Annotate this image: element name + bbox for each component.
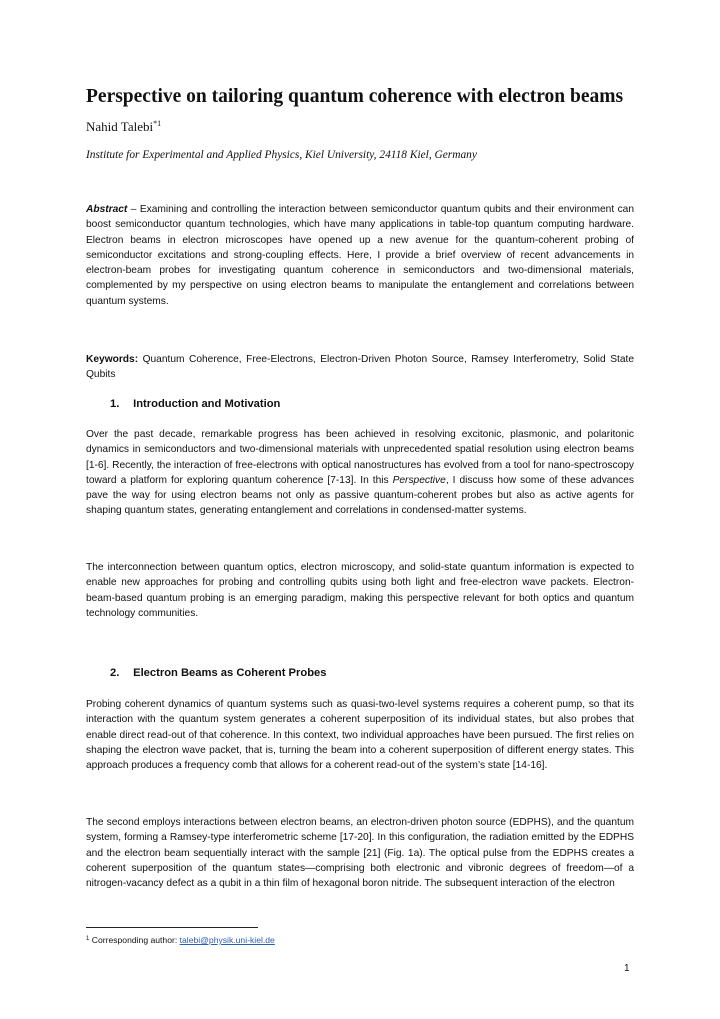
section-number: 2. [110, 667, 120, 679]
section-title: Electron Beams as Coherent Probes [133, 667, 327, 679]
section-heading-introduction [110, 398, 280, 410]
footnote-label: Corresponding author: [89, 935, 180, 945]
paragraph-text: The interconnection between quantum optics, electron microscopy, and solid-state quantum information is expected to enable new approaches for probing and controlling qubits using both light and free-electron wave packets. Electron-beam-based quantum probing is an emerging paradigm, making this perspective relevant for both optics and quantum technology communities. [86, 562, 634, 619]
paragraph-text: The second employs interactions between electron beams, an electron-driven photon source (EDPHS), and the quantum system, forming a Ramsey-type interferometric scheme [17-20]. In this configuration, the radiation emitted by the EDPHS and the electron beam sequentially interact with the sample [21] (Fig. 1a). The optical pulse from the EDPHS creates a coherent superposition of the quantum states—comprising both electronic and vibronic degrees of freedom—of a nitrogen-vacancy defect as a qubit in a thin film of hexagonal boron nitride. The subsequent interaction of the electron [86, 817, 634, 889]
footnote [86, 935, 275, 945]
footnote-divider [86, 927, 258, 928]
paragraph [86, 560, 634, 621]
keywords-text: Quantum Coherence, Free-Electrons, Electron-Driven Photon Source, Ramsey Interferometry, Solid State Qubits [86, 354, 634, 381]
paragraph-italic: Perspective [392, 474, 446, 486]
paper-title: Perspective on tailoring quantum coherence with electron beams [86, 86, 624, 107]
keywords-label: Keywords: [86, 354, 139, 365]
affiliation: Institute for Experimental and Applied Physics, Kiel University, 24118 Kiel, Germany [86, 149, 477, 161]
paragraph [86, 815, 634, 891]
abstract [86, 202, 634, 309]
paragraph [86, 427, 634, 519]
section-number: 1. [110, 398, 120, 410]
paragraph-text: Over the past decade, remarkable progress has been achieved in resolving excitonic, plasmonic, and polaritonic dynamics in semiconductors and two-dimensional materials with unprecedented spatial resolution using electron beams [1-6]. Recently, the interaction of free-electrons with optical nanostructures has evolved from a tool for nano-spectroscopy toward a platform for exploring quantum coherence [7-13]. In this [86, 429, 634, 486]
paragraph-text: Probing coherent dynamics of quantum systems such as quasi-two-level systems requires a coherent pump, so that its interaction with the quantum system generates a coherent superposition of its individual states, but also probes that enable direct read-out of that coherence. In this context, two individual approaches have been pursued. The first relies on shaping the electron wave packet, that is, turning the beam into a coherent superposition of different energy states. This approach produces a frequency comb that allows for a coherent read-out of the system’s state [14-16]. [86, 699, 634, 771]
abstract-text: – Examining and controlling the interaction between semiconductor quantum qubits and their environment can boost semiconductor quantum technologies, which have many applications in table-top quantum computing hardware. Electron beams in electron microscopes have opened up a new avenue for the quantum-coherent probing of semiconductor excitations and strong-coupling effects. Here, I provide a brief overview of recent advancements in electron-beam probes for investigating quantum coherence in semiconductors and two-dimensional materials, complemented by my perspective on using electron beams to manipulate the entanglement and correlations between quantum systems. [86, 204, 634, 307]
page-number: 1 [624, 963, 630, 974]
section-title: Introduction and Motivation [133, 398, 281, 410]
keywords [86, 352, 634, 383]
paragraph [86, 697, 634, 773]
paragraph-text: , I discuss how some of these advances pave the way for using electron beams not only as passive quantum-coherent probes but also as active agents for shaping quantum states, generating entanglement and correlations in condensed-matter systems. [86, 474, 634, 517]
footnote-mark: 1 [86, 936, 90, 942]
author-name: Nahid Talebi [86, 119, 154, 134]
author-line [86, 119, 634, 135]
section-heading-coherent-probes [110, 667, 326, 679]
author-mark: *1 [153, 119, 162, 128]
abstract-label: Abstract [86, 204, 128, 215]
corresponding-email-link[interactable]: talebi@physik.uni-kiel.de [179, 935, 275, 945]
